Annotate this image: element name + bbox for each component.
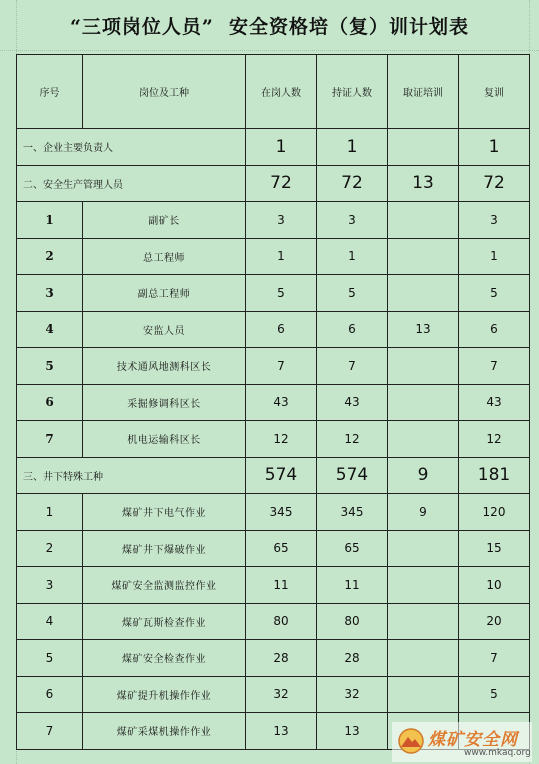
retraining-count: 5 [459, 676, 530, 713]
table-row [17, 603, 530, 640]
section-label: 二、安全生产管理人员 [17, 165, 246, 202]
retraining-count: 20 [459, 603, 530, 640]
onduty-count: 1 [246, 238, 317, 275]
position-name: 煤矿井下电气作业 [83, 494, 246, 531]
row-number: 4 [17, 311, 83, 348]
retraining-count: 7 [459, 640, 530, 677]
section-certified-total: 72 [317, 165, 388, 202]
section-retraining-total: 181 [459, 457, 530, 494]
row-number: 1 [17, 494, 83, 531]
header-onduty: 在岗人数 [246, 55, 317, 129]
row-number: 5 [17, 640, 83, 677]
onduty-count: 43 [246, 384, 317, 421]
position-name: 副总工程师 [83, 275, 246, 312]
cert-training-count [388, 275, 459, 312]
cert-training-count [388, 676, 459, 713]
retraining-count: 15 [459, 530, 530, 567]
retraining-count: 120 [459, 494, 530, 531]
header-cert-training: 取证培训 [388, 55, 459, 129]
onduty-count: 13 [246, 713, 317, 750]
table-row [17, 530, 530, 567]
retraining-count: 12 [459, 421, 530, 458]
row-number: 1 [17, 202, 83, 239]
onduty-count: 12 [246, 421, 317, 458]
certified-count: 43 [317, 384, 388, 421]
section-onduty-total: 72 [246, 165, 317, 202]
cert-training-count [388, 640, 459, 677]
section-row [17, 165, 530, 202]
position-name: 煤矿井下爆破作业 [83, 530, 246, 567]
site-watermark [392, 722, 532, 762]
section-row [17, 129, 530, 166]
retraining-count: 43 [459, 384, 530, 421]
onduty-count: 65 [246, 530, 317, 567]
table-row [17, 676, 530, 713]
table-body [17, 129, 530, 750]
row-number: 6 [17, 676, 83, 713]
retraining-count: 1 [459, 238, 530, 275]
section-label: 一、企业主要负责人 [17, 129, 246, 166]
row-number: 4 [17, 603, 83, 640]
cert-training-count [388, 421, 459, 458]
position-name: 煤矿采煤机操作作业 [83, 713, 246, 750]
certified-count: 6 [317, 311, 388, 348]
position-name: 副矿长 [83, 202, 246, 239]
row-number: 2 [17, 530, 83, 567]
onduty-count: 7 [246, 348, 317, 385]
row-number: 2 [17, 238, 83, 275]
table-row [17, 275, 530, 312]
cert-training-count [388, 567, 459, 604]
certified-count: 3 [317, 202, 388, 239]
certified-count: 65 [317, 530, 388, 567]
mountain-logo-icon [398, 728, 424, 754]
section-certified-total: 1 [317, 129, 388, 166]
header-certified: 持证人数 [317, 55, 388, 129]
certified-count: 5 [317, 275, 388, 312]
row-number: 6 [17, 384, 83, 421]
section-label: 三、井下特殊工种 [17, 457, 246, 494]
cert-training-count [388, 603, 459, 640]
row-number: 7 [17, 421, 83, 458]
onduty-count: 11 [246, 567, 317, 604]
position-name: 煤矿安全监测监控作业 [83, 567, 246, 604]
position-name: 机电运输科区长 [83, 421, 246, 458]
header-retraining: 复训 [459, 55, 530, 129]
section-cert-training-total: 9 [388, 457, 459, 494]
certified-count: 11 [317, 567, 388, 604]
certified-count: 7 [317, 348, 388, 385]
table-row [17, 494, 530, 531]
watermark-brand: 煤矿安全网 [428, 730, 518, 750]
section-cert-training-total: 13 [388, 165, 459, 202]
row-number: 3 [17, 275, 83, 312]
table-row [17, 348, 530, 385]
cert-training-count: 9 [388, 494, 459, 531]
certified-count: 345 [317, 494, 388, 531]
section-row [17, 457, 530, 494]
retraining-count: 6 [459, 311, 530, 348]
onduty-count: 80 [246, 603, 317, 640]
section-onduty-total: 574 [246, 457, 317, 494]
certified-count: 13 [317, 713, 388, 750]
cert-training-count [388, 530, 459, 567]
position-name: 煤矿瓦斯检查作业 [83, 603, 246, 640]
onduty-count: 3 [246, 202, 317, 239]
onduty-count: 6 [246, 311, 317, 348]
training-plan-table [16, 54, 530, 750]
certified-count: 28 [317, 640, 388, 677]
position-name: 采掘修调科区长 [83, 384, 246, 421]
section-certified-total: 574 [317, 457, 388, 494]
row-number: 5 [17, 348, 83, 385]
table-row [17, 567, 530, 604]
table-row [17, 202, 530, 239]
section-cert-training-total [388, 129, 459, 166]
onduty-count: 345 [246, 494, 317, 531]
position-name: 安监人员 [83, 311, 246, 348]
row-number: 7 [17, 713, 83, 750]
section-retraining-total: 72 [459, 165, 530, 202]
onduty-count: 5 [246, 275, 317, 312]
header-no: 序号 [17, 55, 83, 129]
cert-training-count [388, 238, 459, 275]
page-title: “三项岗位人员” 安全资格培（复）训计划表 [69, 16, 470, 38]
cert-training-count: 13 [388, 311, 459, 348]
table-row [17, 238, 530, 275]
section-onduty-total: 1 [246, 129, 317, 166]
certified-count: 12 [317, 421, 388, 458]
onduty-count: 28 [246, 640, 317, 677]
table-row [17, 421, 530, 458]
certified-count: 1 [317, 238, 388, 275]
watermark-url: www.mkaq.org [464, 748, 531, 758]
cert-training-count [388, 384, 459, 421]
table-row [17, 384, 530, 421]
certified-count: 32 [317, 676, 388, 713]
cert-training-count [388, 348, 459, 385]
position-name: 总工程师 [83, 238, 246, 275]
table-row [17, 640, 530, 677]
position-name: 煤矿提升机操作作业 [83, 676, 246, 713]
certified-count: 80 [317, 603, 388, 640]
retraining-count: 7 [459, 348, 530, 385]
onduty-count: 32 [246, 676, 317, 713]
header-position: 岗位及工种 [83, 55, 246, 129]
position-name: 煤矿安全检查作业 [83, 640, 246, 677]
header-row [17, 55, 530, 129]
section-retraining-total: 1 [459, 129, 530, 166]
retraining-count: 10 [459, 567, 530, 604]
row-number: 3 [17, 567, 83, 604]
retraining-count: 3 [459, 202, 530, 239]
cert-training-count [388, 202, 459, 239]
table-row [17, 311, 530, 348]
retraining-count: 5 [459, 275, 530, 312]
position-name: 技术通风地测科区长 [83, 348, 246, 385]
